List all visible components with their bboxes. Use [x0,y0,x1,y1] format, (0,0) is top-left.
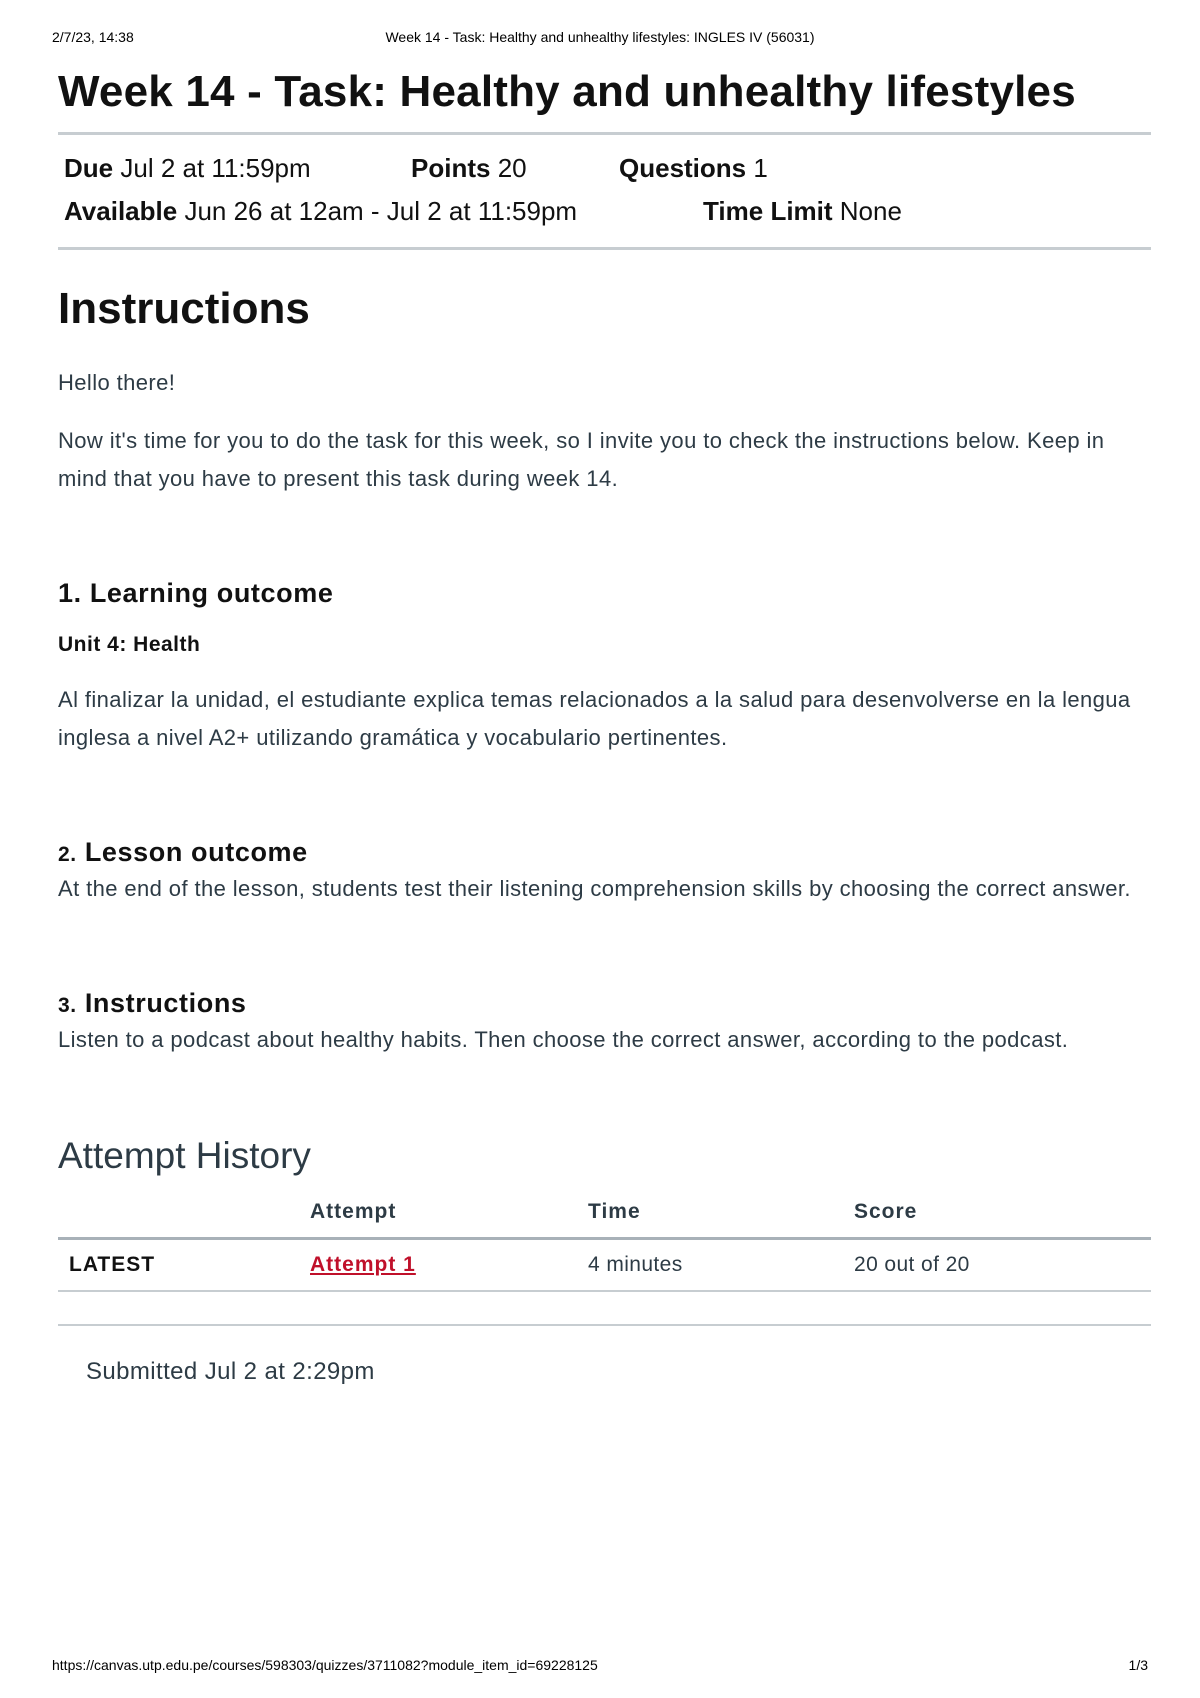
quiz-content [58,62,1151,1386]
instructions-text: Listen to a podcast about healthy habits. Then choose the correct answer, according to the podcast. [58,1027,1069,1052]
greeting-text: Hello there! [58,370,176,395]
time-limit-value: None [839,196,902,226]
points-label: Points [411,153,491,183]
submitted-text: Submitted Jul 2 at 2:29pm [86,1358,375,1385]
attempt-history-heading: Attempt History [58,1135,311,1176]
table-header-row [58,1187,1151,1239]
attempt-history-table [58,1187,1151,1292]
column-header-status [58,1187,310,1239]
print-header [52,29,1148,47]
print-page-title: Week 14 - Task: Healthy and unhealthy lifestyles: INGLES IV (56031) [385,29,815,45]
print-datetime: 2/7/23, 14:38 [52,29,134,45]
print-url: https://canvas.utp.edu.pe/courses/598303/quizzes/3711082?module_item_id=69228125 [52,1657,598,1673]
due-value: Jul 2 at 11:59pm [120,153,311,183]
attempt-link[interactable]: Attempt 1 [310,1253,416,1276]
attempt-score: 20 out of 20 [854,1239,1151,1292]
available-value: Jun 26 at 12am - Jul 2 at 11:59pm [184,196,578,226]
unit-heading: Unit 4: Health [58,633,201,656]
due-label: Due [64,153,114,183]
divider [58,247,1151,250]
available-label: Available [64,196,178,226]
instructions-title: Instructions [84,988,247,1018]
divider [58,1324,1151,1326]
instructions-subheading [58,988,1151,1019]
time-limit-label: Time Limit [703,196,833,226]
print-footer [52,1657,1148,1675]
instructions-heading: Instructions [58,284,310,333]
available-item [64,196,577,227]
questions-label: Questions [619,153,747,183]
learning-outcome-text: Al finalizar la unidad, el estudiante explica temas relacionados a la salud para desenvolverse en la lengua inglesa a nivel A2+ utilizando gramática y vocabulario pertinentes. [58,687,1131,750]
questions-value: 1 [753,153,768,183]
intro-text: Now it's time for you to do the task for this week, so I invite you to check the instructions below. Keep in mind that you have to present this task during week 14. [58,428,1105,491]
lesson-outcome-text: At the end of the lesson, students test their listening comprehension skills by choosing the correct answer. [58,876,1131,901]
attempt-cell [310,1239,588,1292]
lesson-outcome-number: 2. [58,843,77,866]
learning-outcome-heading: 1. Learning outcome [58,578,334,608]
time-limit-item [703,196,902,227]
quiz-title: Week 14 - Task: Healthy and unhealthy lifestyles [58,67,1076,116]
due-item [64,153,311,184]
attempt-status: LATEST [58,1239,310,1292]
lesson-outcome-title: Lesson outcome [84,837,308,867]
lesson-outcome-heading [58,837,1151,868]
table-row [58,1239,1151,1292]
column-header-time: Time [588,1187,854,1239]
column-header-attempt: Attempt [310,1187,588,1239]
questions-item [619,153,768,184]
print-page-number: 1/3 [1128,1657,1148,1673]
quiz-details [58,135,1151,247]
points-value: 20 [497,153,527,183]
points-item [411,153,527,184]
attempt-time: 4 minutes [588,1239,854,1292]
column-header-score: Score [854,1187,1151,1239]
instructions-number: 3. [58,994,77,1017]
